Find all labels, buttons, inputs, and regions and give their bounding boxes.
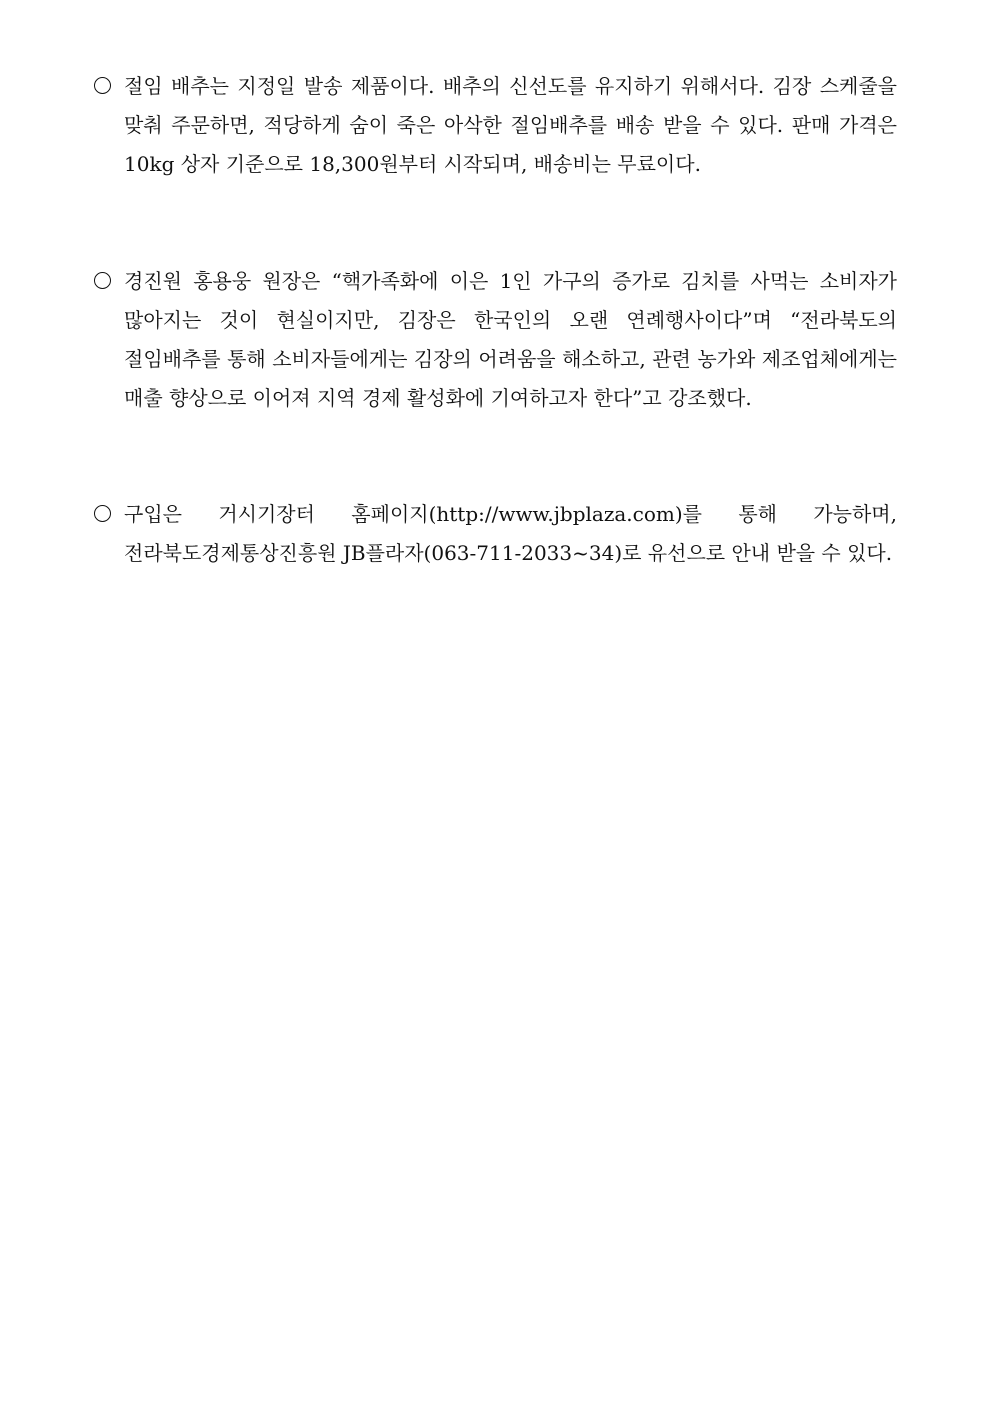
paragraph-text: 절임 배추는 지정일 발송 제품이다. 배추의 신선도를 유지하기 위해서다. 김장 스케줄을 맞춰 주문하면, 적당하게 숨이 죽은 아삭한 절임배추를 배송 받을 수 있다. 판매 가격은 10kg 상자 기준으로 18,300원부터 시작되며, 배송비는 무료이다. [124, 74, 897, 176]
paragraph-text: 경진원 홍용웅 원장은 “핵가족화에 이은 1인 가구의 증가로 김치를 사먹는 소비자가 많아지는 것이 현실이지만, 김장은 한국인의 오랜 연례행사이다”며 “전라북도의 절임배추를 통해 소비자들에게는 김장의 어려움을 해소하고, 관련 농가와 제조업체에게는 매출 향상으로 이어져 지역 경제 활성화에 기여하고자 한다”고 강조했다. [124, 269, 897, 410]
circle-bullet-icon [94, 77, 111, 94]
paragraph-purchase-info [94, 495, 897, 573]
circle-bullet-icon [94, 505, 111, 522]
paragraph-text: 구입은 거시기장터 홈페이지(http://www.jbplaza.com)를 통해 가능하며, 전라북도경제통상진흥원 JB플라자(063-711-2033~34)로 유선으로 안내 받을 수 있다. [124, 502, 897, 565]
paragraph-director-quote [94, 262, 897, 418]
circle-bullet-icon [94, 272, 111, 289]
paragraph-kimchi-cabbage-shipping [94, 67, 897, 184]
